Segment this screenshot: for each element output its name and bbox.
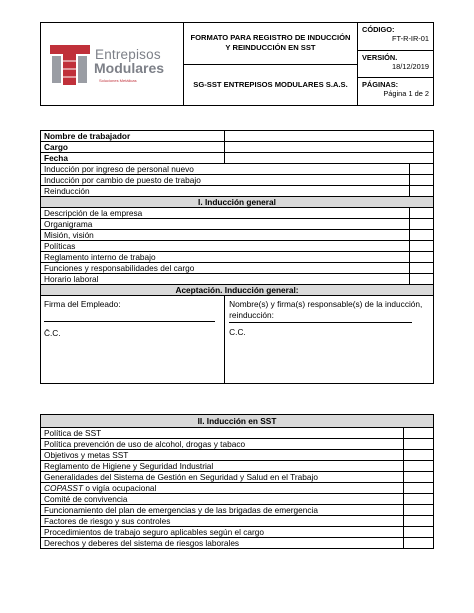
table-row [41, 527, 434, 538]
sst-item-checkbox[interactable] [404, 461, 434, 472]
sst-induction-table [40, 414, 434, 549]
company-logo [41, 23, 184, 105]
sst-item-checkbox[interactable] [404, 494, 434, 505]
sst-item-checkbox[interactable] [404, 516, 434, 527]
table-row [41, 274, 434, 285]
general-induction-heading: I. Inducción general [41, 197, 434, 208]
sst-item-label: Reglamento de Higiene y Seguridad Industrial [41, 461, 404, 472]
sst-item-label: Política prevención de uso de alcohol, drogas y tabaco [41, 439, 404, 450]
paginas-label: PÁGINAS: [362, 80, 399, 90]
sst-item-label: Procedimientos de trabajo seguro aplicables según el cargo [41, 527, 404, 538]
signature-row [41, 296, 434, 384]
sst-item-checkbox[interactable] [404, 472, 434, 483]
sst-item-label: Generalidades del Sistema de Gestión en Seguridad y Salud en el Trabajo [41, 472, 404, 483]
sst-item-checkbox[interactable] [404, 538, 434, 549]
tipo-checkbox[interactable] [410, 164, 434, 175]
codigo-cell [358, 23, 433, 50]
induction-form-table [40, 130, 434, 384]
sst-item-label: Factores de riesgo y sus controles [41, 516, 404, 527]
version-label: VERSIÓN. [362, 52, 398, 62]
sst-item-label [41, 483, 404, 494]
sst-item-checkbox[interactable] [404, 450, 434, 461]
logo-word-entrepisos: Entrepisos [95, 47, 161, 62]
sst-item-checkbox[interactable] [404, 483, 434, 494]
logo-t-mark-icon [50, 43, 90, 87]
responsible-signature-label: Nombre(s) y firma(s) responsable(s) de la inducción, reinducción: [229, 299, 423, 320]
responsible-signature-line [229, 322, 412, 323]
table-row [41, 494, 434, 505]
general-item-label: Funciones y responsabilidades del cargo [41, 263, 410, 274]
table-row [41, 186, 434, 197]
employee-cc-label: C̄.C. [44, 328, 61, 338]
general-item-checkbox[interactable] [410, 274, 434, 285]
table-row [41, 164, 434, 175]
sst-item-label: Política de SST [41, 428, 404, 439]
sst-item-label: Objetivos y metas SST [41, 450, 404, 461]
employee-signature-line [44, 321, 215, 322]
table-row [41, 175, 434, 186]
employee-signature-label: Firma del Empleado: [44, 299, 121, 309]
table-row [41, 483, 434, 494]
codigo-value: FT-R-IR-01 [392, 34, 429, 43]
table-row [41, 439, 434, 450]
tipo-checkbox[interactable] [410, 175, 434, 186]
tipo-label: Inducción por cambio de puesto de trabajo [41, 175, 410, 186]
sst-item-label: Funcionamiento del plan de emergencias y de las brigadas de emergencia [41, 505, 404, 516]
employee-signature-cell[interactable] [41, 296, 225, 384]
table-row [41, 230, 434, 241]
nombre-label: Nombre de trabajador [41, 131, 225, 142]
paginas-value: Página 1 de 2 [383, 89, 429, 99]
fecha-label: Fecha [41, 153, 225, 164]
logo-tagline: Soluciones Metálicas [99, 78, 137, 83]
general-item-checkbox[interactable] [410, 219, 434, 230]
table-row [41, 505, 434, 516]
sst-item-checkbox[interactable] [404, 439, 434, 450]
cargo-field[interactable] [225, 142, 434, 153]
sst-item-label: Derechos y deberes del sistema de riesgos laborales [41, 538, 404, 549]
general-item-label: Reglamento interno de trabajo [41, 252, 410, 263]
table-row [41, 461, 434, 472]
form-title: FORMATO PARA REGISTRO DE INDUCCIÓN Y REINDUCCIÓN EN SST [184, 23, 357, 65]
company-name: SG-SST ENTREPISOS MODULARES S.A.S. [193, 79, 348, 89]
general-item-label: Descripción de la empresa [41, 208, 410, 219]
general-item-label: Horario laboral [41, 274, 410, 285]
logo-word-modulares: Modulares [94, 60, 165, 76]
copasst-term: COPASST [44, 483, 84, 493]
acceptance-heading: Aceptación. Inducción general: [41, 285, 434, 296]
table-row [41, 252, 434, 263]
general-item-checkbox[interactable] [410, 230, 434, 241]
sst-item-checkbox[interactable] [404, 505, 434, 516]
version-cell [358, 50, 433, 78]
general-item-checkbox[interactable] [410, 263, 434, 274]
table-row [41, 263, 434, 274]
table-row [41, 450, 434, 461]
general-item-checkbox[interactable] [410, 252, 434, 263]
responsible-signature-cell[interactable] [225, 296, 434, 384]
table-row [41, 208, 434, 219]
tipo-checkbox[interactable] [410, 186, 434, 197]
general-item-label: Misión, visión [41, 230, 410, 241]
general-item-label: Políticas [41, 241, 410, 252]
sst-item-checkbox[interactable] [404, 527, 434, 538]
general-item-checkbox[interactable] [410, 208, 434, 219]
codigo-label: CÓDIGO: [362, 25, 395, 34]
table-row [41, 472, 434, 483]
cargo-label: Cargo [41, 142, 225, 153]
version-value: 18/12/2019 [392, 61, 429, 71]
general-item-checkbox[interactable] [410, 241, 434, 252]
tipo-label: Reinducción [41, 186, 410, 197]
table-row [41, 538, 434, 549]
fecha-field[interactable] [225, 153, 434, 164]
general-item-label: Organigrama [41, 219, 410, 230]
table-row [41, 516, 434, 527]
table-row [41, 219, 434, 230]
table-row [41, 428, 434, 439]
nombre-field[interactable] [225, 131, 434, 142]
sst-item-checkbox[interactable] [404, 428, 434, 439]
paginas-cell [358, 77, 433, 105]
sst-heading: II. Inducción en SST [41, 415, 434, 428]
table-row [41, 241, 434, 252]
document-header [40, 22, 434, 106]
sst-item-label: Comité de convivencia [41, 494, 404, 505]
responsible-cc-label: C.C. [229, 327, 246, 337]
copasst-suffix: o vigía ocupacional [83, 483, 157, 493]
tipo-label: Inducción por ingreso de personal nuevo [41, 164, 410, 175]
